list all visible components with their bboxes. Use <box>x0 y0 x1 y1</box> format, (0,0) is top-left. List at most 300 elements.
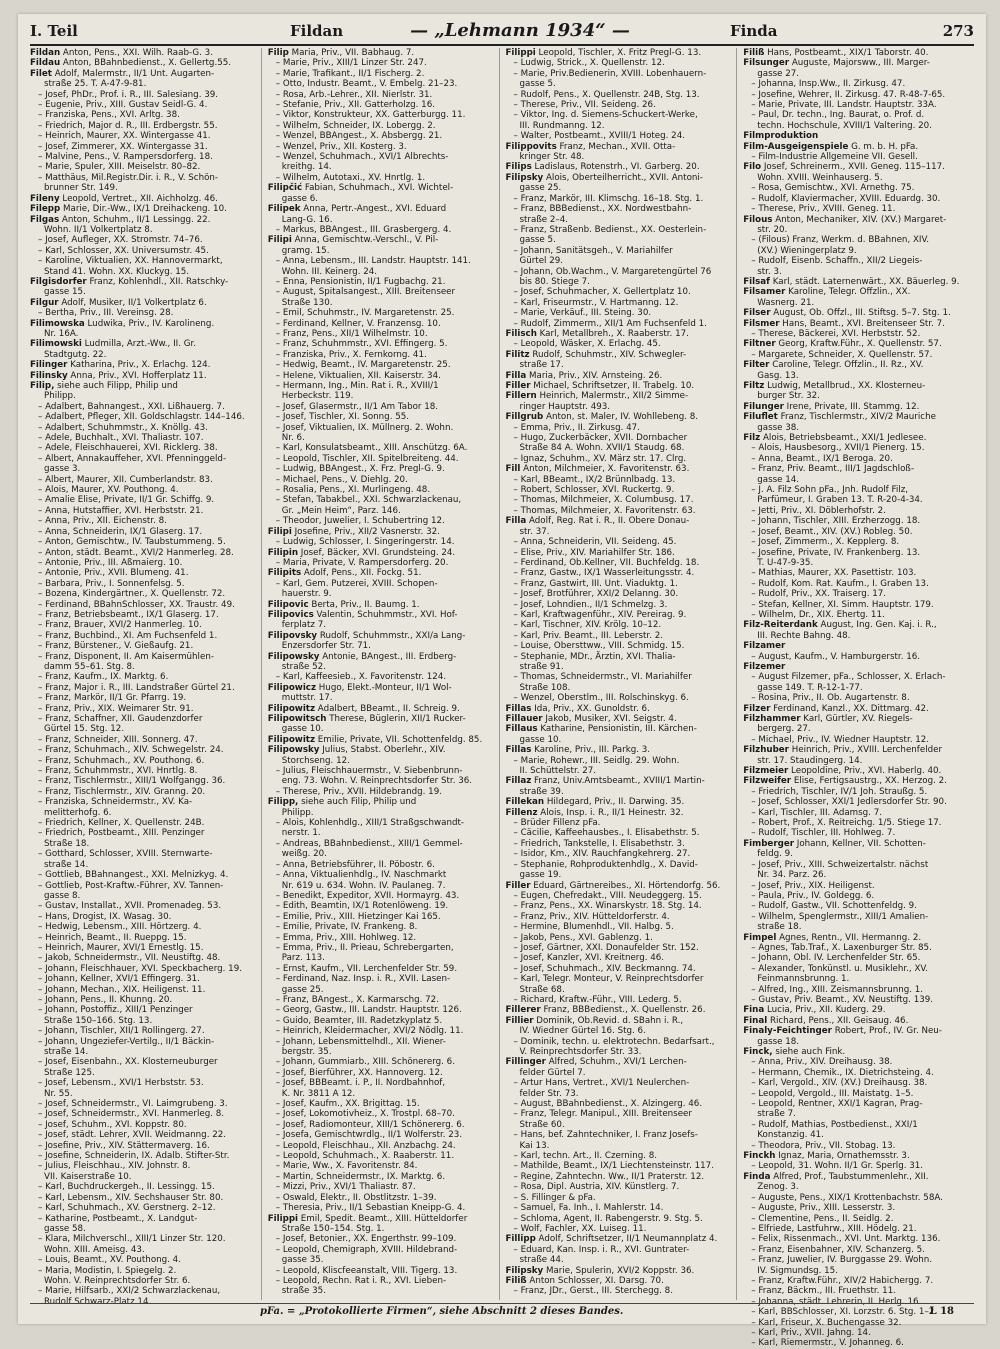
directory-entry: – Helene, Viktualien, XII. Kaiserstr. 34. <box>275 370 441 381</box>
directory-entry: Filipsky Marie, Spulerin, XVI/2 Koppstr. 36. <box>505 1265 695 1276</box>
directory-entry: – Anna, Lebensm., III. Landstr. Hauptstr. 141. <box>275 256 471 267</box>
directory-entry: – Emilie, Priv., XIII. Hietzinger Kai 165. <box>275 911 441 922</box>
first-word: Fildan <box>290 22 344 40</box>
directory-entry: – Karl, Buchdruckergeh., II. Lessingg. 15. <box>38 1182 215 1193</box>
directory-entry: – Franz, Pens., XII/1 Wilhelmstr. 10. <box>275 328 428 339</box>
directory-entry: Stand 41. Wohn. XX. Kluckyg. 15. <box>44 266 190 277</box>
directory-entry: – Michael, Priv., IV. Wiedner Hauptstr. 12. <box>751 734 930 745</box>
directory-entry: burger Str. 32. <box>757 391 820 402</box>
directory-entry: Filsunger Auguste, Majorsww., III. Marger- <box>743 58 930 69</box>
directory-entry: – Hans, Drogist, IX. Wasag. 30. <box>38 911 172 922</box>
directory-entry: – Josef, Schuhmacher, X. Gellertplatz 10. <box>513 287 691 298</box>
directory-entry: – Johann, Tischler, XII/1 Rollingerg. 27. <box>38 1026 205 1037</box>
directory-entry: – Karl, Telegr. Monteur, V. Reinprechtsdorfer <box>513 974 704 985</box>
directory-entry: Filzmeier Leopoldine, Priv., XVI. Haberlg. 40. <box>743 766 942 777</box>
directory-entry: Filet Adolf, Malermstr., II/1 Unt. Augarten- <box>30 68 215 79</box>
directory-entry: Fimpel Agnes, Rentn., VII. Hermanng. 2. <box>743 932 922 943</box>
directory-entry: – Julius, Fleischhauermstr., V. Siebenbrunn- <box>275 766 463 777</box>
directory-entry: Parfümeur, I. Graben 13. T. R-20-4-34. <box>757 495 923 506</box>
directory-entry: Filgisdorfer Franz, Kohlenhdl., XII. Ratschky- <box>30 276 229 287</box>
directory-entry: – Karl, Priv., XVII. Jahng. 14. <box>751 1327 871 1338</box>
directory-entry: – Ludwig, Strick., X. Quellenstr. 12. <box>513 58 665 69</box>
directory-entry: – Rosina, Priv., II. Ob. Augartenstr. 8. <box>751 693 910 704</box>
directory-entry: – Albert, Maurer, XII. Cumberlandstr. 83. <box>38 474 213 485</box>
directory-entry: – Karl, Riemermstr., V. Johanneg. 6. <box>751 1338 904 1349</box>
directory-entry: bergstr. 35. <box>281 1047 332 1057</box>
directory-entry: – Antonie, Priv., XVII. Blumeng. 41. <box>38 568 189 579</box>
directory-entry: – Josef, Bierführer, XX. Hannoverg. 12. <box>275 1067 443 1078</box>
directory-entry: Nr. 34. Parz. 26. <box>757 870 827 881</box>
directory-entry: – Eugenie, Priv., XIII. Gustav Seidl-G. 4. <box>38 100 208 111</box>
directory-entry: – Wilhelm, Spenglermstr., XIII/1 Amalien- <box>751 911 929 922</box>
directory-entry: – Josef, Lohndien., II/1 Schmelzg. 3. <box>513 599 668 610</box>
directory-entry: – Karl, Konsulatsbeamt., XIII. Anschützg. 6A. <box>275 443 468 454</box>
directory-entry: – Josef, Tischler, XI. Sonng. 55. <box>275 412 410 423</box>
directory-entry: – Franz, Buchbind., XI. Am Fuchsenfeld 1. <box>38 630 218 641</box>
directory-entry: – Clementine, Pens., II. Seidlg. 2. <box>751 1213 894 1224</box>
directory-entry: – Josef, Aufleger, XX. Stromstr. 74–76. <box>38 235 203 246</box>
directory-entry: Filipovics Valentin, Schuhmmstr., XVI. Hof- <box>267 609 458 620</box>
directory-entry: – Leopold, Rechn. Rat i. R., XVI. Lieben- <box>275 1275 447 1286</box>
directory-entry: – Karl, Gem. Putzerei, XVIII. Schopen- <box>275 578 438 589</box>
directory-entry: – Alois, Hausbesorg., XVII/1 Pienerg. 15. <box>751 443 925 454</box>
directory-entry: – Alexander, Tonkünstl. u. Musiklehr., XV. <box>751 963 928 974</box>
directory-entry: gasse 6. <box>281 193 319 204</box>
directory-entry: – Karl, Lebensm., XIV. Sechshauser Str. 80. <box>38 1192 224 1203</box>
directory-entry: – Josef, Radiomonteur, XIII/1 Schönererg. 6. <box>275 1119 465 1130</box>
directory-entry: – Regine, Zahntechn. Ww., II/1 Praterstr. 12. <box>513 1171 705 1182</box>
directory-entry: straße 17. <box>519 360 564 371</box>
directory-entry: – Josef, Schneidermstr., VI. Laimgrubeng. 3. <box>38 1099 228 1110</box>
directory-entry: gasse 5. <box>519 79 556 90</box>
directory-entry: Filzweifer Elise, Fertigsaustrg., XX. Herzog. 2. <box>743 776 947 787</box>
directory-entry: Fillinger Alfred, Schuhm., XVI/1 Lerchen- <box>505 1057 687 1068</box>
directory-entry: Filipowitsch Therese, Büglerin, XII/1 Rucker- <box>267 714 466 724</box>
directory-entry: Fileny Leopold, Vertret., XII. Aichholzg. 46. <box>30 193 218 204</box>
directory-entry: Fillaz Franz, Univ.Amtsbeamt., XVIII/1 Martin- <box>505 776 705 787</box>
directory-entry: – Maria, Private, V. Rampersdorferg. 20. <box>275 557 449 568</box>
directory-entry: Filipovic Berta, Priv., II. Baumg. 1. <box>267 599 420 610</box>
directory-entry: – Marie, Spuler, XIII. Meiselstr. 80–82. <box>38 162 201 173</box>
directory-entry: Straße 125. <box>44 1067 95 1078</box>
directory-entry: IV. Wiedner Gürtel 16. Stg. 6. <box>519 1026 646 1037</box>
directory-entry: – Otto, Industr. Beamt., V. Embelg. 21–23. <box>275 79 458 90</box>
directory-entry: gasse 149. T. R-12-1-77. <box>757 682 863 693</box>
directory-page <box>18 14 986 1349</box>
directory-entry: – Friedrich, Tischler, IV/1 Joh. Straußg. 5. <box>751 786 928 797</box>
directory-entry: – Hugo, Zuckerbäcker, XVII. Dornbacher <box>513 433 688 444</box>
directory-entry: – Leopold, Rentner, XXI/1 Kagran, Prag- <box>751 1099 923 1110</box>
directory-entry: Finckh Ignaz, Maria, Ornathemsstr. 3. <box>743 1151 910 1162</box>
directory-entry: – Karl, Tischler, III. Adamsg. 7. <box>751 807 882 818</box>
directory-entry: Wohn. III. Keinerg. 24. <box>281 266 378 277</box>
directory-entry: – Josef, Schuhm., XVI. Koppstr. 80. <box>38 1119 187 1130</box>
directory-entry: straße 7. <box>757 1109 796 1120</box>
directory-entry: Filipowitz Emilie, Private, VII. Schottenfeldg. 85. <box>267 734 483 745</box>
directory-entry: – Franz, Tischlermstr., XIII/1 Wolfgangg. 36. <box>38 776 226 787</box>
directory-entry: – Paula, Priv., IV. Goldegg. 6. <box>751 890 875 901</box>
directory-entry: Filter Caroline, Telegr. Offzlin., II. Rz., XV. <box>743 360 924 371</box>
directory-entry: Filip Maria, Priv., VII. Babhaug. 7. <box>267 48 415 58</box>
directory-entry: Filippovits Franz, Mechan., XVII. Otta- <box>505 141 676 152</box>
directory-entry: – Heinrich, Maurer, XX. Wintergasse 41. <box>38 131 211 142</box>
directory-entry: – Gotthard, Schlosser, XVIII. Sternwarte- <box>38 849 213 860</box>
directory-entry: damm 55–61. Stg. 8. <box>44 661 135 672</box>
directory-entry: Straße 130. <box>281 297 333 308</box>
directory-entry: – Johann, Ob.Wachm., V. Margaretengürtel 76 <box>513 266 712 277</box>
directory-entry: – Johann, Fleischhauer, XVI. Speckbacherg. 19. <box>38 963 242 974</box>
directory-entry: – Martin, Schneidermstr., IX. Marktg. 6. <box>275 1171 446 1182</box>
directory-entry: – Alois, Maurer, XV. Pouthong. 4. <box>38 485 179 496</box>
directory-entry: – Marie, Private, III. Landstr. Hauptstr. 33A. <box>751 100 937 111</box>
directory-entry: – Franz, Schuhmach., XIV. Schwegelstr. 24. <box>38 745 224 756</box>
directory-entry: Filip, siehe auch Filipp, Philip und <box>30 381 178 391</box>
directory-entry: – Josef, Kanzler, XVI. Kreitnerg. 46. <box>513 953 665 964</box>
directory-entry: – Gustav, Installat., XVII. Promenadeg. 53. <box>38 901 222 912</box>
directory-entry: – Anton, Gemischtw., IV. Taubstummeng. 5. <box>38 537 226 548</box>
directory-entry: – Anna, Betriebsführer, II. Pöbostr. 6. <box>275 859 435 870</box>
directory-entry: – Rosa, Dipl. Austria, XIV. Künstlerg. 7. <box>513 1182 680 1193</box>
directory-entry: Filimowska Ludwika, Priv., IV. Karolineng. <box>30 318 215 329</box>
directory-entry: – Franz, Schaffner, XII. Gaudenzdorfer <box>38 714 203 724</box>
directory-entry: – Ferdinand, Kellner, V. Franzensg. 10. <box>275 318 441 329</box>
directory-entry: – Friedrich, Postbeamt., XIII. Penzinger <box>38 828 205 839</box>
directory-entry: Filz-Reiterdank August, Ing. Gen. Kaj. i. R., <box>743 620 937 631</box>
directory-entry: gramg. 15. <box>281 245 330 256</box>
directory-entry: Feinmannsbrunng. 1. <box>757 974 850 985</box>
directory-entry: Zenog. 3. <box>757 1182 799 1193</box>
directory-entry: Filimowski Ludmilla, Arzt.-Ww., II. Gr. <box>30 339 196 350</box>
directory-entry: – Robert, Schlosser, XVI. Ruckertg. 9. <box>513 485 675 496</box>
directory-entry: – Josef, Glasermstr., II/1 Am Tabor 18. <box>275 401 439 412</box>
directory-entry: Filinger Katharina, Priv., X. Erlachg. 124. <box>30 360 211 371</box>
directory-entry: – Josef, Brotführer, XXI/2 Delanng. 30. <box>513 589 679 600</box>
directory-entry: – Therese, Priv., XVII. Hildebrandg. 19. <box>275 786 442 797</box>
directory-entry: – Franz, Priv., XIV. Hütteldorferstr. 4. <box>513 911 670 922</box>
directory-entry: – Josef, Beamt., XIV. (XV.) Robleg. 50. <box>751 526 913 537</box>
directory-entry: – Louis, Beamt., XV. Pouthong. 4. <box>38 1255 181 1266</box>
directory-entry: – Franz, Schneider, XIII. Sonnerg. 47. <box>38 734 198 745</box>
directory-entry: Stadtgutg. 22. <box>44 349 107 360</box>
directory-entry: – Ludwig, Schlosser, I. Singeringerstr. 14. <box>275 537 455 548</box>
directory-entry: Fillaus Katharine, Pensionistin, III. Kärchen- <box>505 724 697 735</box>
directory-entry: straße 14. <box>44 1047 89 1057</box>
directory-entry: – Antonie, Priv., III. Aßmaierg. 10. <box>38 557 183 568</box>
directory-entry: – Katharine, Postbeamt., X. Landgut- <box>38 1213 198 1224</box>
directory-entry: Gasg. 13. <box>757 370 799 381</box>
directory-entry: – Amalie Elise, Private, II/1 Gr. Schiffg. 9. <box>38 495 215 506</box>
footnote: pFa. = „Protokollierte Firmen“, siehe Abschnitt 2 dieses Bandes. <box>260 1306 624 1317</box>
directory-entry: – Franz, Schuhmmstr., XVI. Effingerg. 5. <box>275 339 448 350</box>
directory-entry: – Josefine, Priv., XIV. Stättermaverg. 16. <box>38 1140 210 1151</box>
directory-entry: – Leopold, Vergold., III. Maistatg. 1–5. <box>751 1088 914 1099</box>
directory-entry: – Rudolf, Kom. Rat. Kaufm., I. Graben 13. <box>751 578 929 589</box>
directory-entry: Filipowsky Antonie, BAngest., III. Erdberg- <box>267 651 457 662</box>
directory-entry: Nr. 55. <box>44 1088 73 1099</box>
directory-entry: – Michael, Pens., V. Diehlg. 20. <box>275 474 408 485</box>
directory-entry: – Josef, Schlosser, XXI/1 Jedlersdorfer Str. 90. <box>751 797 947 808</box>
directory-entry: – Anton, städt. Beamt., XVI/2 Hanmerleg. 28. <box>38 547 234 558</box>
directory-entry: Fildau Anton, BBahnbedienst., X. Gellertg.55. <box>30 58 232 69</box>
directory-entry: Filzer Ferdinand, Kanzl., XX. Dittmarg. 42. <box>743 703 929 714</box>
last-word: Finda <box>730 22 778 40</box>
directory-entry: Filipowicz Hugo, Elekt.-Monteur, II/1 Wol- <box>267 682 452 693</box>
directory-entry: – Franz, Priv., XIX. Weimarer Str. 91. <box>38 703 194 714</box>
directory-entry: – Franz, Markör, III. Klimschg. 16–18. Stg. 1. <box>513 193 704 204</box>
directory-entry: – Ferdinand, Ob.Kellner, VII. Buchfeldg. 18. <box>513 557 700 568</box>
directory-entry: Filinsky Anna, Priv., XVI. Hofferplatz 11. <box>30 370 207 381</box>
directory-entry: Straße 150–154. Stg. 1. <box>281 1223 385 1234</box>
directory-entry: – Brüder Fillenz pFa. <box>513 818 601 829</box>
directory-entry: – Thomas, Milchmeier, X. Columbusg. 17. <box>513 495 694 506</box>
directory-entry: – Elise, Priv., XIV. Mariahilfer Str. 186. <box>513 547 675 558</box>
directory-entry: – Benedikt, Expeditor, XVII. Hormayrg. 43. <box>275 890 460 901</box>
directory-entry: straße 25. T. A-47-9-81. <box>44 79 147 90</box>
directory-entry: – J. A. Filz Sohn pFa., Jnh. Rudolf Filz, <box>751 485 909 496</box>
directory-entry: Filisch Karl, Metallbreh., X. Raaberstr. 17. <box>505 328 689 339</box>
directory-entry: – Karoline, Viktualien, XX. Hannovermarkt, <box>38 256 223 267</box>
directory-entry: – Anna, Viktualienhdlg., IV. Naschmarkt <box>275 870 447 881</box>
directory-entry: – Enna, Pensionistin, II/1 Fugbachg. 21. <box>275 276 446 287</box>
directory-entry: Fillas Karoline, Priv., III. Parkg. 3. <box>505 745 651 756</box>
directory-entry: – Franz, Kaufm., IX. Marktg. 6. <box>38 672 169 683</box>
directory-entry: – Franz, Tischlermstr., XIV. Granng. 20. <box>38 786 206 797</box>
directory-entry: Gürtel 29. <box>519 256 564 267</box>
directory-entry: – Karl, Friseur, X. Buchengasse 32. <box>751 1317 902 1328</box>
directory-entry: – Anna, Hutstaffier, XVI. Herbststr. 21. <box>38 505 204 516</box>
directory-entry: – Albert, Annakauffeher, XVI. Pfenninggeld- <box>38 453 227 464</box>
directory-entry: Filipowitz Adalbert, BBeamt., II. Schreig. 9. <box>267 703 460 714</box>
directory-entry: – Franz, Telegr. Manipul., XIII. Breitenseer <box>513 1109 692 1120</box>
directory-entry: – Wenzel, Schuhmach., XVI/1 Albrechts- <box>275 152 449 163</box>
directory-entry: – Artur Hans, Vertret., XVI/1 Neulerchen- <box>513 1078 690 1089</box>
column-2 <box>268 48 500 1300</box>
directory-entry: gasse 38. <box>757 422 800 433</box>
directory-entry: – Johann, Kellner, XVI/1 Effingerg. 31. <box>38 974 200 985</box>
directory-entry: – Theresia, Priv., II/1 Sebastian Kneipp-G. 4. <box>275 1203 466 1214</box>
directory-entry: Straße 108. <box>519 682 571 693</box>
directory-entry: straße 14. <box>44 859 89 870</box>
directory-entry: hauerstr. 9. <box>281 589 332 600</box>
directory-entry: gasse 3. <box>44 464 81 475</box>
directory-entry: – Heinrich, Kleidermacher, XVI/2 Nödlg. 11. <box>275 1026 464 1037</box>
directory-entry: II. Schüttelstr. 27. <box>519 766 597 777</box>
directory-entry: str. 17. Staudingerg. 14. <box>757 755 863 766</box>
directory-entry: – Anna, Schneiderin, IX/1 Glaserg. 17. <box>38 526 203 537</box>
directory-entry: Kai 13. <box>519 1140 550 1151</box>
directory-entry: – Josef, Zimmerer, XX. Wintergasse 31. <box>38 141 208 152</box>
directory-entry: – Anna, Beamt., IX/1 Beroga. 20. <box>751 453 893 464</box>
directory-entry: V. Reinprechtsdorfer Str. 33. <box>519 1047 642 1057</box>
directory-entry: bergerg. 27. <box>757 724 811 735</box>
directory-entry: – Franz, Disponent, II. Am Kaisermühlen- <box>38 651 214 662</box>
directory-entry: – Klara, Milchverschl., XIII/1 Linzer Str. 120. <box>38 1234 226 1245</box>
directory-entry: – Josef, Zimmerm., X. Kepplerg. 8. <box>751 537 900 548</box>
directory-entry: Wohn. II/1 Volkertplatz 8. <box>44 224 153 235</box>
directory-entry: – August Filzemer, pFa., Schlosser, X. Erlach- <box>751 672 946 683</box>
directory-entry: gasse 19. <box>519 870 562 881</box>
directory-entry: – Wolf, Fachler, XX. Luiseg. 11. <box>513 1223 647 1234</box>
directory-entry: – Josef, PhDr., Prof. i. R., III. Salesiang. 39. <box>38 89 219 100</box>
directory-entry: – Stefan, Kellner, XI. Simm. Hauptstr. 179. <box>751 599 934 610</box>
directory-entry: – Alois, Kohlenhdlg., XIII/1 Straßgschwandt- <box>275 818 465 829</box>
directory-entry: – Karl, Schuhmach., XV. Gerstnerg. 2–12. <box>38 1203 216 1214</box>
directory-entry: melitterhofg. 6. <box>44 807 112 818</box>
directory-entry: Filipovsky Rudolf, Schuhmmstr., XXI/a Lang- <box>267 630 466 641</box>
directory-entry: – Gottlieb, BBahnangest., XXI. Melnizkyg. 4. <box>38 870 229 881</box>
directory-entry: Straße 68. <box>519 984 565 995</box>
directory-entry: gasse 58. <box>44 1223 86 1234</box>
directory-entry: – Emilie, Private, IV. Frankeng. 8. <box>275 922 418 933</box>
directory-entry: – Bertha, Priv., III. Vereinsg. 28. <box>38 308 174 319</box>
directory-entry: Fimberger Johann, Kellner, VII. Schotten- <box>743 838 926 849</box>
directory-entry: – Rosa, Gemischtw., XVI. Arnethg. 75. <box>751 183 915 194</box>
directory-entry: – Andreas, BBahnbedienst., XIII/1 Gemmel- <box>275 838 463 849</box>
directory-entry: – Friedrich, Major d. R., III. Erdbergstr. 55. <box>38 120 218 131</box>
directory-entry: Filler Michael, Schriftsetzer, II. Trabelg. 10. <box>505 381 695 391</box>
directory-entry: Filitz Rudolf, Schuhmstr., XIV. Schwegler- <box>505 349 687 360</box>
directory-entry: Fillauer Jakob, Musiker, XVI. Seigstr. 4. <box>505 714 677 724</box>
directory-entry: – Johann, Mechan., XIX. Heiligenst. 11. <box>38 984 206 995</box>
directory-entry: – Franz, Eisenbahner, XIV. Schanzerg. 5. <box>751 1244 925 1255</box>
directory-entry: gasse 5. <box>519 235 556 246</box>
directory-entry: – Karl, techn. Art., II. Czerning. 8. <box>513 1151 658 1162</box>
directory-entry: Filunger Irene, Private, III. Stammg. 12. <box>743 401 920 412</box>
directory-entry: – Josef, Viktualien, IX. Müllnerg. 2. Wohn. <box>275 422 454 433</box>
directory-entry: – Josef, Kaufm., XX. Brigittag. 15. <box>275 1099 420 1110</box>
directory-entry: Wasnerg. 21. <box>757 297 815 308</box>
directory-entry: – Leopold, Fleischhau., XII. Anzbachg. 24. <box>275 1140 456 1151</box>
directory-entry: – Robert, Prof., X. Reitreichg. 1/5. Stiege 17. <box>751 818 942 829</box>
directory-entry: – Franz, BAngest., X. Karmarschg. 72. <box>275 994 439 1005</box>
directory-entry: – Rosa, Arb.-Lehrer., XII. Nierlstr. 31. <box>275 89 433 100</box>
directory-entry: – Margarete, Schneider, X. Quellenstr. 57. <box>751 349 933 360</box>
directory-entry: gasse 10. <box>281 724 324 735</box>
directory-entry: – Josef, Priv., XIII. Schweizertalstr. nächst <box>751 859 929 870</box>
directory-entry: Fildan Anton, Pens., XXI. Wilh. Raab-G. 3. <box>30 48 213 58</box>
directory-entry: – Viktor, Konstrukteur, XX. Gatterburgg. 11. <box>275 110 466 121</box>
directory-entry: Gr. „Mein Heim“, Parz. 146. <box>281 505 401 516</box>
directory-entry: Filippi Leopold, Tischler, X. Fritz Pregl-G. 13. <box>505 48 702 58</box>
directory-entry: Lang-G. 16. <box>281 214 333 225</box>
directory-entry: – Emma, Priv., II. Zirkusg. 47. <box>513 422 640 433</box>
directory-entry: – Franz, BBBedienst., XX. Nordwestbahn- <box>513 204 692 215</box>
directory-entry: – Gustav, Priv. Beamt., XV. Neustiftg. 139. <box>751 994 934 1005</box>
directory-entry: straße 35. <box>281 1286 326 1297</box>
column-3 <box>506 48 738 1300</box>
directory-entry: Finaly-Feichtinger Robert, Prof., IV. Gr. Neu- <box>743 1026 942 1037</box>
directory-entry: – Franz, Pens., XX. Winarskystr. 18. Stg. 14. <box>513 901 702 912</box>
directory-entry: – Auguste, Pens., XIX/1 Krottenbachstr. 58A. <box>751 1192 943 1203</box>
directory-entry: Fillier Dominik, Ob.Revid. d. SBahn i. R., <box>505 1015 684 1026</box>
directory-entry: – Franz, Gastw., IX/1 Wasserleitungsstr. 4. <box>513 568 695 579</box>
directory-entry: bis 80. Stiege 7. <box>519 276 590 287</box>
directory-entry: kreithg. 14. <box>281 162 332 173</box>
directory-entry: – Hermine, Blumenhdl., VII. Halbg. 5. <box>513 922 674 933</box>
directory-entry: – Stefanie, Priv., XII. Gatterholzg. 16. <box>275 100 435 111</box>
directory-entry: – Bozena, Kindergärtner., X. Quellenstr. 72. <box>38 589 226 600</box>
page-footer <box>30 1303 974 1320</box>
directory-entry: Wohn. XIII. Ameisg. 43. <box>44 1244 145 1255</box>
directory-entry: – Johann, Postoffiz., XIII/1 Penzinger <box>38 1005 193 1016</box>
directory-entry: – Ferdinand, BBahnSchlosser, XX. Traustr. 49. <box>38 599 235 610</box>
directory-entry: – Stephanie, MDr., Ärztin, XVI. Thalia- <box>513 651 676 662</box>
directory-entry: gasse 14. <box>757 474 800 485</box>
directory-entry: Filtz Ludwig, Metallbrud., XX. Klosterneu- <box>743 381 926 391</box>
directory-entry: Fillekan Hildegard, Priv., II. Darwing. 35. <box>505 797 685 808</box>
directory-entry: gasse 25. <box>519 183 562 194</box>
directory-entry: Filsamer Karoline, Telegr. Offzlin., XX. <box>743 287 911 298</box>
directory-entry: VII. Kaiserstraße 10. <box>44 1171 132 1182</box>
column-1 <box>30 48 262 1307</box>
directory-entry: – Thomas, Milchmeier, X. Favoritenstr. 63. <box>513 505 696 516</box>
directory-entry: – Franz, Straßenb. Bedienst., XX. Oesterlein- <box>513 224 707 235</box>
directory-entry: – Johann, Pens., II. Khunng. 20. <box>38 994 173 1005</box>
directory-entry: gasse 27. <box>757 68 800 79</box>
directory-entry: – Hedwig, Lebensm., XIII. Hörtzerg. 4. <box>38 922 202 933</box>
directory-entry: – Josef, Priv., XIX. Heiligenst. <box>751 880 875 891</box>
directory-entry: III. Rundmanng. 12. <box>519 120 605 131</box>
directory-entry: Filsmer Hans, Beamt., XVI. Breitenseer Str. 7. <box>743 318 945 329</box>
directory-entry: Fillern Heinrich, Malermstr., XII/2 Simme- <box>505 391 689 402</box>
directory-entry: – Jetti, Priv., XI. Döblerhofstr. 2. <box>751 505 886 516</box>
directory-entry: – Franz, Schuhmach., XV. Pouthong. 6. <box>38 755 205 766</box>
directory-entry: Filiß Anton Schlosser, XI. Darsg. 70. <box>505 1275 664 1286</box>
directory-entry: – Heinrich, Maurer, XVI/1 Ernestlg. 15. <box>38 942 204 953</box>
directory-entry: gasse 8. <box>44 890 81 901</box>
directory-entry: brunner Str. 149. <box>44 183 118 194</box>
directory-entry: Filippi Emil, Spedit. Beamt., XIII. Hütteldorfer <box>267 1213 468 1224</box>
directory-entry: – Karl, Friseurmstr., V. Hartmanng. 12. <box>513 297 679 308</box>
directory-entry: Filipits Adolf, Pens., XII. Fockg. 51. <box>267 568 422 579</box>
directory-entry: Enzersdorfer Str. 71. <box>281 641 371 652</box>
directory-entry: – Wilhelm, Autotaxi., XV. Hnrtlg. 1. <box>275 172 426 183</box>
directory-entry: – Karl, Vergold., XIV. (XV.) Dreihausg. 38. <box>751 1078 928 1089</box>
directory-entry: straße 91. <box>519 661 564 672</box>
directory-entry: straße 39. <box>519 786 564 797</box>
directory-entry: – Emil, Schuhmstr., IV. Margaretenstr. 25. <box>275 308 455 319</box>
directory-entry: – Maria, Modistin, I. Spiegelg. 2. <box>38 1265 177 1276</box>
directory-entry: Wohn. XVIII. Weinhauserg. 5. <box>757 172 883 183</box>
directory-entry: – Paul, Dr. techn., Ing. Baurat, o. Prof. d. <box>751 110 925 121</box>
directory-entry: – Leopold, 31. Wohn. II/1 Gr. Sperlg. 31. <box>751 1161 924 1172</box>
directory-entry: – Cäcilie, Kaffeehausbes., I. Elisabethstr. 5. <box>513 828 700 839</box>
directory-entry: – Josef, Eisenbahn., XX. Klosterneuburger <box>38 1057 218 1068</box>
directory-entry: gasse 25. <box>281 984 324 995</box>
directory-entry: – Therese, Priv., VII. Seideng. 26. <box>513 100 656 111</box>
directory-entry: Filo Josef, Schreinerm., XVII. Geneg. 115–117. <box>743 162 945 173</box>
directory-entry: Finck, siehe auch Fink. <box>743 1047 846 1057</box>
directory-entry: eng. 73. Wohn. V. Reinprechtsdorfer Str. 36. <box>281 776 473 787</box>
directory-entry: Filipin Josef, Bäcker, XVI. Grundsteing. 24. <box>267 547 456 558</box>
directory-entry: Straße 18. <box>44 838 90 849</box>
directory-entry: muttstr. 17. <box>281 693 333 704</box>
directory-entry: – Anna, Schneiderin, VII. Seideng. 45. <box>513 537 677 548</box>
directory-entry: – August, BBahnbedienst., X. Alzingerg. 46. <box>513 1099 703 1110</box>
directory-entry: – Josef, Gärtner, XXI. Donaufelder Str. 152. <box>513 942 699 953</box>
directory-entry: – Friedrich, Kellner, X. Quellenstr. 24B. <box>38 818 205 829</box>
directory-entry: – (Filous) Franz, Werkm. d. BBahnen, XIV. <box>751 235 930 246</box>
directory-entry: – Josef, Schneidermstr., XVI. Hanmerleg. 8. <box>38 1109 225 1120</box>
directory-entry: – Josefine, Wehrer, II. Zirkusg. 47. R-48-7-65. <box>751 89 946 100</box>
directory-entry: – Mizzi, Priv., XVI/1 Thaliastr. 87. <box>275 1182 416 1193</box>
directory-entry: – Johanna, Insp.Ww., II. Zirkusg. 47. <box>751 79 906 90</box>
directory-entry: – Johanna, städt. Lehrerin, II. Herlg. 16. <box>751 1296 922 1307</box>
directory-entry: – Julius, Fleischhau., XIV. Johnstr. 8. <box>38 1161 191 1172</box>
directory-entry: – Leopold, Schuhmach., X. Raaberstr. 11. <box>275 1151 455 1162</box>
directory-entry: str. 37. <box>519 526 550 537</box>
directory-entry: – Schloma, Agent, II. Rabengerstr. 9. Stg. 5. <box>513 1213 703 1224</box>
